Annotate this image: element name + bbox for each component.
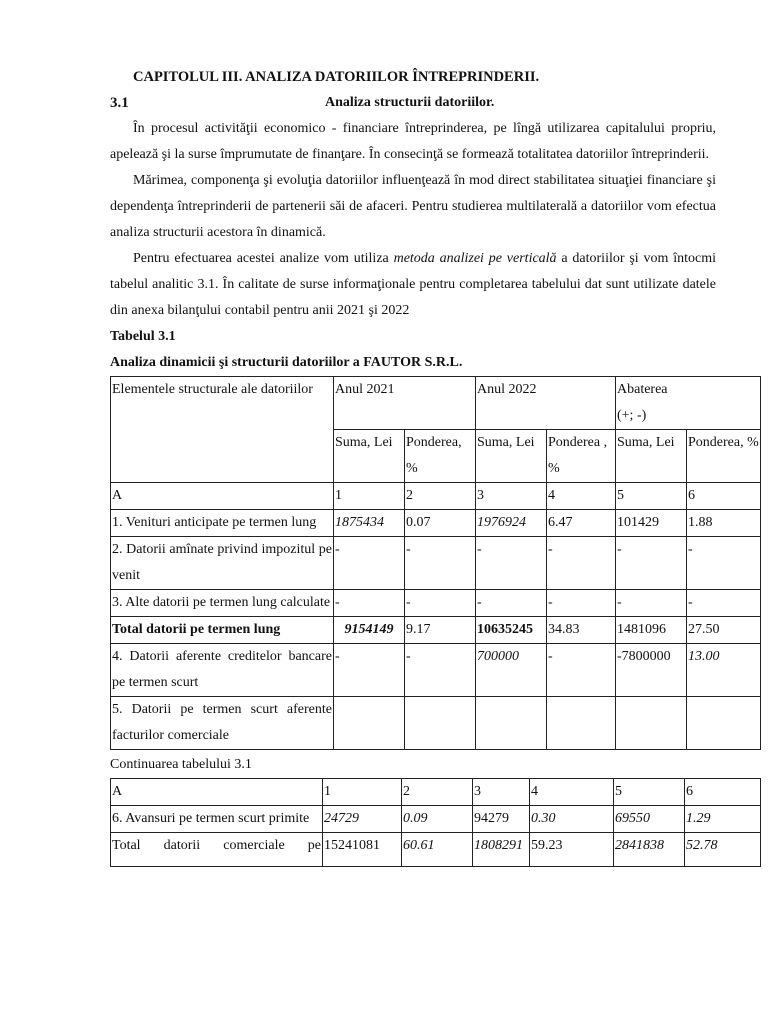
table-cell: - — [547, 590, 616, 617]
table-cell: - — [405, 537, 476, 590]
header-deviation — [616, 377, 761, 430]
paragraph-3-start: Pentru efectuarea acestei analize vom utiliza — [133, 251, 394, 266]
table-cell: 0.07 — [405, 510, 476, 537]
table-cell: 52.78 — [685, 833, 761, 867]
table-cell: 94279 — [473, 806, 530, 833]
index-cell: 3 — [473, 779, 530, 806]
row-label: 2. Datorii amînate privind impozitul pe venit — [111, 537, 334, 590]
table-cell: 13.00 — [687, 644, 761, 697]
table-cell: 9.17 — [405, 617, 476, 644]
index-cell: 5 — [614, 779, 685, 806]
row-label: 1. Venituri anticipate pe termen lung — [111, 510, 334, 537]
subheader-suma-2022: Suma, Lei — [476, 430, 547, 483]
index-cell: 5 — [616, 483, 687, 510]
row-label-text: Total datorii comerciale pe — [112, 838, 321, 853]
index-cell: 3 — [476, 483, 547, 510]
subheader-ponderea-2021: Ponderea, % — [405, 430, 476, 483]
table-cell: 60.61 — [402, 833, 473, 867]
table-cell: 6.47 — [547, 510, 616, 537]
table-cell: 1.29 — [685, 806, 761, 833]
continuation-label: Continuarea tabelului 3.1 — [110, 757, 252, 772]
section-number: 3.1 — [110, 95, 129, 111]
row-label: Total datorii pe termen lung — [111, 617, 334, 644]
index-cell: 6 — [687, 483, 761, 510]
table-total-row — [111, 617, 761, 644]
table-cell: 9154149 — [334, 617, 405, 644]
table-cell — [405, 697, 476, 750]
index-cell: 4 — [547, 483, 616, 510]
table-cell: 0.09 — [402, 806, 473, 833]
header-deviation-text: Abaterea (+; -) — [617, 382, 668, 423]
table-cell: - — [405, 590, 476, 617]
paragraph-1: În procesul activităţii economico - financiare întreprinderea, pe lîngă utilizarea capitalului propriu, apelează şi la surse împrumutate de finanţare. În consecinţă se formează totalitatea datoriilor întreprinderii. — [110, 121, 716, 162]
table-cell: 24729 — [323, 806, 402, 833]
index-cell: A — [111, 779, 323, 806]
row-label: 3. Alte datorii pe termen lung calculate — [111, 590, 334, 617]
table-cell: 1976924 — [476, 510, 547, 537]
table-cell: 59.23 — [530, 833, 614, 867]
table-row — [111, 806, 761, 833]
table-index-row — [111, 483, 761, 510]
table-cell — [687, 697, 761, 750]
subheader-suma-deviation: Suma, Lei — [616, 430, 687, 483]
table-cell: - — [616, 590, 687, 617]
table-cell — [547, 697, 616, 750]
document-page — [110, 64, 759, 867]
table-cell: - — [334, 644, 405, 697]
index-cell: A — [111, 483, 334, 510]
index-cell: 2 — [402, 779, 473, 806]
table-cell: - — [687, 537, 761, 590]
index-cell: 1 — [334, 483, 405, 510]
table-cell: - — [476, 537, 547, 590]
header-year-2022: Anul 2022 — [476, 377, 616, 430]
table-cell: 15241081 — [323, 833, 402, 867]
paragraph-2: Mărimea, componenţa şi evoluţia datoriilor influenţează în mod direct stabilitatea situaţiei financiare şi dependenţa întreprinderii de partenerii săi de afaceri. Pentru studierea multilaterală a datoriilor vom efectua analiza structurii acestora în dinamică. — [110, 173, 716, 240]
table-cell: - — [687, 590, 761, 617]
table-cell: 101429 — [616, 510, 687, 537]
table-cell — [616, 697, 687, 750]
table-cell: - — [616, 537, 687, 590]
row-label: 5. Datorii pe termen scurt aferente facturilor comerciale — [111, 697, 334, 750]
table-cell — [476, 697, 547, 750]
table-total-row — [111, 833, 761, 867]
table-title: Analiza dinamicii şi structurii datoriilor a FAUTOR S.R.L. — [110, 355, 463, 370]
index-cell: 2 — [405, 483, 476, 510]
table-cell: - — [334, 537, 405, 590]
chapter-title: CAPITOLUL III. ANALIZA DATORIILOR ÎNTREPRINDERII. — [133, 69, 540, 85]
table-cell: 1481096 — [616, 617, 687, 644]
table-row — [111, 697, 761, 750]
index-cell: 4 — [530, 779, 614, 806]
row-label: 6. Avansuri pe termen scurt primite — [111, 806, 323, 833]
paragraph-3 — [110, 246, 716, 324]
table-cell: 34.83 — [547, 617, 616, 644]
row-label: 4. Datorii aferente creditelor bancare pe termen scurt — [111, 644, 334, 697]
index-cell: 1 — [323, 779, 402, 806]
subheader-suma-2021: Suma, Lei — [334, 430, 405, 483]
table-cell: -7800000 — [616, 644, 687, 697]
debt-structure-table-continued — [110, 778, 761, 867]
header-year-2021: Anul 2021 — [334, 377, 476, 430]
section-title: Analiza structurii datoriilor. — [325, 95, 495, 110]
table-cell: - — [476, 590, 547, 617]
table-row — [111, 590, 761, 617]
table-index-row — [111, 779, 761, 806]
table-cell: - — [547, 644, 616, 697]
table-cell: - — [334, 590, 405, 617]
table-cell: - — [547, 537, 616, 590]
paragraph-3-method: metoda analizei pe verticală — [393, 251, 557, 266]
paragraph-3-end: a datoriilor şi vom întocmi tabelul analitic 3.1. În calitate de surse informaţionale pentru completarea tabelului dat sunt utilizate datele din anexa bilanţului contabil pentru anii 2021 şi 2022 — [110, 251, 716, 318]
table-header-row — [111, 377, 761, 430]
table-cell: 700000 — [476, 644, 547, 697]
section-heading — [110, 90, 716, 116]
table-row — [111, 510, 761, 537]
table-cell: 0.30 — [530, 806, 614, 833]
debt-structure-table — [110, 376, 761, 750]
table-row — [111, 644, 761, 697]
header-elements: Elementele structurale ale datoriilor — [111, 377, 334, 483]
table-cell — [334, 697, 405, 750]
table-row — [111, 537, 761, 590]
table-cell: 1875434 — [334, 510, 405, 537]
table-cell: 1.88 — [687, 510, 761, 537]
table-cell: 2841838 — [614, 833, 685, 867]
index-cell: 6 — [685, 779, 761, 806]
table-cell: 27.50 — [687, 617, 761, 644]
subheader-ponderea-deviation: Ponderea, % — [687, 430, 761, 483]
table-label: Tabelul 3.1 — [110, 329, 176, 344]
table-cell: 1808291 — [473, 833, 530, 867]
table-cell: 10635245 — [476, 617, 547, 644]
subheader-ponderea-2022: Ponderea , % — [547, 430, 616, 483]
row-label — [111, 833, 323, 867]
table-cell: 69550 — [614, 806, 685, 833]
table-cell: - — [405, 644, 476, 697]
